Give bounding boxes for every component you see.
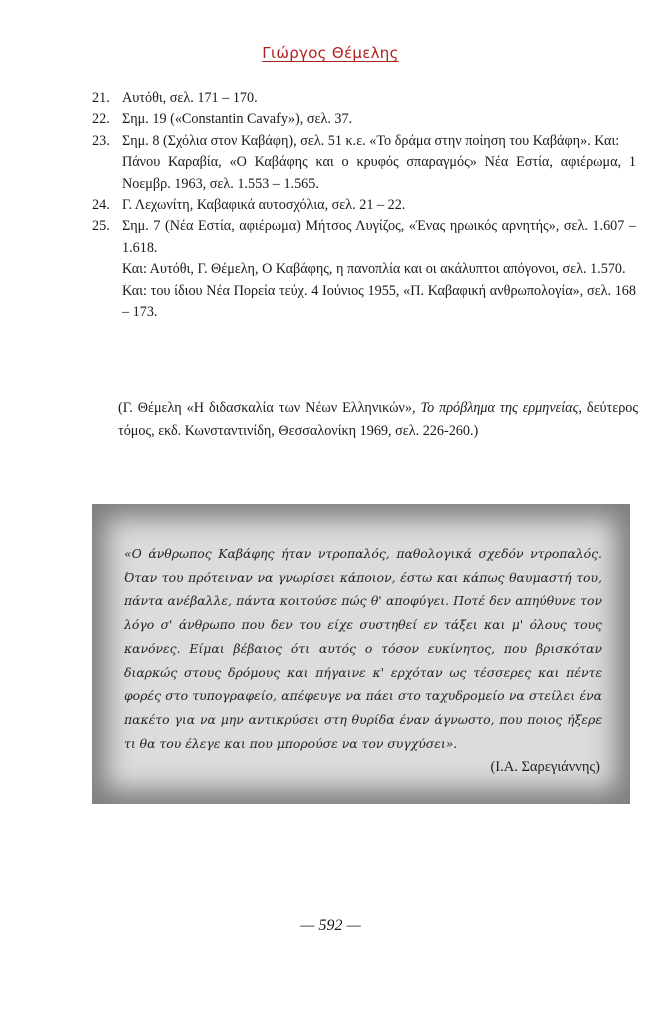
source-part-a: (Γ. Θέμελη «Η διδασκαλία των Νέων Ελληνικών», xyxy=(118,400,421,416)
note-number: 21. xyxy=(92,90,110,106)
note-23 xyxy=(92,131,636,152)
note-text: Αυτόθι, σελ. 171 – 170. xyxy=(122,90,258,106)
note-23-continuation: Πάνου Καραβία, «Ο Καβάφης και ο κρυφός σπαραγμός» Νέα Εστία, αφιέρωμα, 1 Νοεμβρ. 1963, σελ. 1.553 – 1.565. xyxy=(122,154,636,192)
note-25-continuation-2: Και: του ίδιου Νέα Πορεία τεύχ. 4 Ιούνιος 1955, «Π. Καβαφική ανθρωπολογία», σελ. 168 – 173. xyxy=(122,282,636,321)
note-text: Γ. Λεχωνίτη, Καβαφικά αυτοσχόλια, σελ. 21 – 22. xyxy=(122,197,406,214)
notes-list xyxy=(92,88,636,323)
page-number: — 592 — xyxy=(300,917,361,934)
quote-author: (Ι.Α. Σαρεγιάννης) xyxy=(490,759,600,775)
note-25-continuation-1: Και: Αυτόθι, Γ. Θέμελη, Ο Καβάφης, η πανοπλία και οι ακάλυπτοι απόγονοι, σελ. 1.570. xyxy=(122,261,626,278)
quote-box xyxy=(92,504,630,804)
note-number: 25. xyxy=(92,218,110,235)
note-text: Σημ. 19 («Constantin Cavafy»), σελ. 37. xyxy=(122,111,353,128)
note-22 xyxy=(92,109,636,130)
note-24 xyxy=(92,195,636,216)
note-number: 23. xyxy=(92,132,110,149)
note-21 xyxy=(92,88,636,109)
running-header xyxy=(0,44,661,63)
note-25 xyxy=(92,216,636,259)
note-number: 24. xyxy=(92,197,110,214)
note-number: 22. xyxy=(92,111,110,128)
note-text: Σημ. 8 (Σχόλια στον Καβάφη), σελ. 51 κ.ε. «Το δράμα στην ποίηση του Καβάφη». Και: xyxy=(122,132,620,149)
source-part-c: δεύτερος τόμος, εκδ. Κωνσταντινίδη, Θεσσαλονίκη 1969, σελ. 226-260.) xyxy=(118,400,639,439)
source-book-title: Το πρόβλημα της ερμηνείας, xyxy=(420,400,582,416)
source-citation xyxy=(118,397,638,443)
note-text: Σημ. 7 (Νέα Εστία, αφιέρωμα) Μήτσος Λυγίζος, «Ένας ηρωικός αρνητής», σελ. 1.607 – 1.618. xyxy=(122,218,636,256)
quote-text: «Ο άνθρωπος Καβάφης ήταν ντροπαλός, παθολογικά σχεδόν ντροπαλός. Όταν του πρότειναν να γνωρίσει κάποιον, έστω και κάπως θαυμαστή του, πάντα ανέβαλλε, πάντα κοιτούσε πώς θ' αποφύγει. Ποτέ δεν απηύθυνε τον λόγο σ' άνθρωπο που δεν του είχε συστηθεί εν τάξει και μ' όλους τους κανόνες. Είμαι βέβαιος ότι αυτός ο τόσον ευκίνητος, που βρισκόταν διαρκώς στους δρόμους και πήγαινε κ' ερχόταν ως τέσσερες και πέντε φορές στο τυπογραφείο, απέφευγε να πάει στο ταχυδρομείο να στείλει ένα πακέτο για να μην αντικρύσει στη θυρίδα έναν άγνωστο, που ποιος ήξερε τι θα του έλεγε και που μπορούσε να τον συγχύσει». xyxy=(124,546,602,751)
header-title: Γιώργος Θέμελης xyxy=(262,44,399,62)
